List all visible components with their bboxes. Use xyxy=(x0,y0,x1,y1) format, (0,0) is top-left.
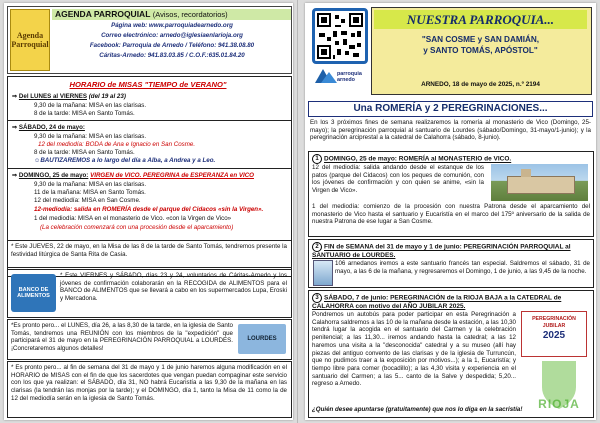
jubilee-poster-year: 2025 xyxy=(542,330,566,341)
bell-icon: ☺ xyxy=(34,157,41,164)
section-lourdes-title xyxy=(312,242,590,260)
food-bank-logo: BANCO DE ALIMENTOS xyxy=(11,274,56,312)
section-lourdes xyxy=(308,239,594,288)
block3-line3: 12 del mediodía: MISA en San Cosme. xyxy=(34,197,141,204)
section-lourdes-number: 2 xyxy=(312,242,322,252)
agenda-header xyxy=(7,6,292,74)
block2-line4-text: BAUTIZAREMOS a lo largo del día a Alba, a Andrea y a Leo. xyxy=(40,157,216,164)
page-separator xyxy=(297,0,298,423)
section-calahorra-number: 3 xyxy=(312,293,322,303)
block2-line3: 8 de la tarde: MISA en Santo Tomás. xyxy=(34,149,135,156)
parroquia-logo-text: parroquia arnedo xyxy=(337,71,362,83)
notice-schedule-change-text: * Es pronto pero... al fin de semana del 31 de mayo y 1 de junio haremos alguna modificación en el HORARIO de MISAS con el fin de que los sacerdotes que vengan puedan compaginar este servicio con los que ya realizan: el SÁBADO, día 31, NO habrá Eucaristía a las 9,30 de la mañana en las clarisas (la tendrán las monjas por la tarde); y el DOMINGO, día 1, tanto la Misa de 11 como la de 12 del mediodía serán en la iglesia de Santo Tomás. xyxy=(11,364,287,402)
notice-schedule-change xyxy=(7,361,292,418)
right-page xyxy=(305,3,596,420)
qr-code-icon xyxy=(315,11,365,61)
section-calahorra-text: Pondremos un autobús para poder participar en esta Peregrinación a Calahorra saldremos a las 10 de la mañana desde la estación, a las 10,30 tendrá lugar la acogida en el santuario del Carmen y la celebración penitencial; a las 11,30... iremos andando hasta la catedral; a las 12 haremos una visita a la "desconocida" catedral y a su museo (allí hay piezas del antiguo convento de las clarisas y de la iglesia de Turruncún, que no pudimos traer a la exposición por motivos...); a la 1, Eucaristía; y tiempo libre para comer (bocadillo); a las 4,30 visita y experiencia en el santuario del Carmen; a las 5... canto de la Salve y despedida; 5,20... regreso a Arnedo. xyxy=(312,311,516,388)
schedule-title: HORARIO de MISAS "TIEMPO de VERANO" xyxy=(69,80,227,89)
section-vico-number: 1 xyxy=(312,154,322,164)
block2-line1: 9,30 de la mañana: MISA en las clarisas. xyxy=(34,133,147,140)
virgin-lourdes-image xyxy=(313,260,333,286)
block1-line2: 8 de la tarde: MISA en Santo Tomás. xyxy=(34,110,135,117)
section-lourdes-title-text: FIN de SEMANA del 31 de mayo y 1 de junio: PEREGRINACIÓN PARROQUIAL al SANTUARIO de LOURDES. xyxy=(312,243,571,259)
jubilee-poster-line2: JUBILAR xyxy=(542,323,566,329)
block3-line1: 9,30 de la mañana: MISA en las clarisas. xyxy=(34,181,147,188)
block2-head-text: SÁBADO, 24 de mayo: xyxy=(18,124,85,131)
agenda-title xyxy=(52,9,291,20)
banner-subtitle-line1: "SAN COSME y SAN DAMIÁN, xyxy=(421,35,540,44)
notice-food-bank xyxy=(7,269,292,318)
monastery-photo xyxy=(491,164,588,201)
jubilee-poster xyxy=(521,311,587,357)
caritas-line: Cáritas-Arnedo: 941.83.03.85 / C.O.F.:635.01.84.20 xyxy=(99,52,245,59)
signup-question: ¿Quién desee apuntarse (gratuitamente) que nos lo diga en la sacristía! xyxy=(312,406,523,413)
agenda-logo-line1: Agenda xyxy=(16,31,44,40)
email-line: Correo electrónico: arnedo@iglesiaenlarioja.org xyxy=(101,32,243,39)
section-vico xyxy=(308,151,594,237)
block3-line2: 11 de la mañana: MISA en Santo Tomás. xyxy=(34,189,146,196)
banner-subtitle xyxy=(374,34,587,56)
block2-line2: 12 del mediodía: BODA de Ana e Ignacio en San Cosme. xyxy=(38,141,196,148)
block1-line1: 9,30 de la mañana: MISA en las clarisas. xyxy=(34,102,147,109)
jubilee-poster-line1: PEREGRINACIÓN xyxy=(532,316,576,322)
left-page xyxy=(4,3,293,420)
section-calahorra-title-text: SÁBADO, 7 de junio: PEREGRINACIÓN de la RIOJA BAJA a la CATEDRAL de CALAHORRA con motivo del AÑO JUBILAR 2025. xyxy=(312,294,562,310)
facebook-line: Facebook: Parroquia de Arnedo / Teléfono: 941.38.08.80 xyxy=(89,42,255,49)
block3-header: ⇒ DOMINGO, 25 de mayo: VIRGEN de VICO. PEREGRINA de ESPERANZA en VICO xyxy=(12,172,254,179)
schedule-divider-2 xyxy=(8,168,291,169)
rioja-watermark xyxy=(530,357,588,415)
lourdes-photo: LOURDES xyxy=(238,324,286,354)
block2-line4 xyxy=(34,157,215,165)
block3-line4: 12-mediodía: salida en ROMERÍA desde el parque del Cidacos «sin la Virgen». xyxy=(34,206,264,213)
block3-head-text: DOMINGO, 25 de mayo: xyxy=(18,172,89,179)
parroquia-logo xyxy=(311,63,367,88)
section-vico-text-a: 12 del mediodía: salida andando desde el estanque de los patos (parque del Cidacos) con los peques de comunión, con los jóvenes de confirmación y con quien se anime, «sin la Virgen de Vico». xyxy=(312,164,484,195)
intro-paragraph: En los 3 próximos fines de semana realizaremos la romería al monasterio de Vico (Domingo, 25-mayo); la peregrinación parroquial al santuario de Lourdes (sábado/Domingo, 31-mayo/1-junio); y la peregrinación arciprestal a la catedral de Calahorra (sábado, 8-junio). xyxy=(310,119,591,142)
banner-subtitle-line2: y SANTO TOMÁS, APÓSTOL" xyxy=(423,46,538,55)
block1-head-text: Del LUNES al VIERNES xyxy=(18,93,87,100)
agenda-title-suffix: (Avisos, recordatorios) xyxy=(152,10,228,19)
nuestra-parroquia-banner xyxy=(371,7,592,95)
agenda-logo xyxy=(10,9,50,71)
notice-lourdes-text: *Es pronto pero... el LUNES, día 26, a las 8,30 de la tarde, en la iglesia de Santo Tomás, tendremos una REUNIÓN con los miembros de la "expedición" que participará el 31 de mayo en la PEREGRINACIÓN PARROQUIAL a LOURDES. ¡Concretaremos algunos detalles! xyxy=(11,322,233,353)
notice-lourdes-meeting xyxy=(7,319,292,360)
agenda-logo-line2: Parroquial xyxy=(11,40,49,49)
section-vico-title-text: DOMINGO, 25 de mayo: ROMERÍA al MONASTERIO de VICO. xyxy=(324,155,512,163)
section-lourdes-text: 106 arnedanos iremos a este santuario francés tan especial. Saldremos el sábado, 31 de mayo, a las 6 de la mañana, y regresaremos el Domingo, 1 de junio, a las 9,45 de la noche. xyxy=(335,260,590,275)
web-line: Página web: www.parroquiadearnedo.org xyxy=(111,22,233,29)
qr-code xyxy=(312,8,368,64)
schedule-divider-1 xyxy=(8,120,291,121)
notice-santa-rita xyxy=(7,240,292,268)
banner-title: NUESTRA PARROQUIA... xyxy=(374,10,587,29)
block2-header: ⇒ SÁBADO, 24 de mayo: xyxy=(12,124,85,131)
block3-line6: (La celebración comenzará con una procesión desde el aparcamiento) xyxy=(40,224,234,231)
block3-event: VIRGEN de VICO. PEREGRINA de ESPERANZA en VICO xyxy=(90,172,254,179)
agenda-title-text: AGENDA PARROQUIAL xyxy=(55,9,151,19)
notice-santa-rita-text: * Este JUEVES, 22 de mayo, en la Misa de las 8 de la tarde de Santo Tomás, tendremos presente la festividad litúrgica de Santa Rita de Casia. xyxy=(11,243,287,258)
block1-header: ⇒ Del LUNES al VIERNES (del 19 al 23) xyxy=(12,93,126,100)
notice-food-bank-text: * Este VIERNES y SÁBADO, días 23 y 24, voluntarios de Cáritas-Arnedo y los jóvenes de confirmación colaborarán en la RECOGIDA de ALIMENTOS para el BANCO de ALIMENTOS que se llevará a cabo en los supermercados Lupa, Eroski y Mercadona. xyxy=(60,272,287,303)
banner-date: ARNEDO, 18 de mayo de 2025, n.º 2194 xyxy=(421,81,540,88)
section-vico-title xyxy=(312,154,590,164)
section-calahorra-title xyxy=(312,293,590,311)
rioja-watermark-text: RIOJA xyxy=(538,397,580,411)
section-vico-text-b: 1 del mediodía: comienzo de la procesión con nuestra Patrona desde el aparcamiento del monasterio de Vico hasta el santuario y Eucaristía en el marco del 175º aniversario de la salida de nuestra Patrona de ese lugar a San Cosme. xyxy=(312,203,590,226)
block1-dates: (del 19 al 23) xyxy=(88,93,126,100)
section-title: Una ROMERÍA y 2 PEREGRINACIONES... xyxy=(308,101,593,117)
block3-line5: 1 del mediodía: MISA en el monasterio de Vico. «con la Virgen de Vico» xyxy=(34,215,232,222)
